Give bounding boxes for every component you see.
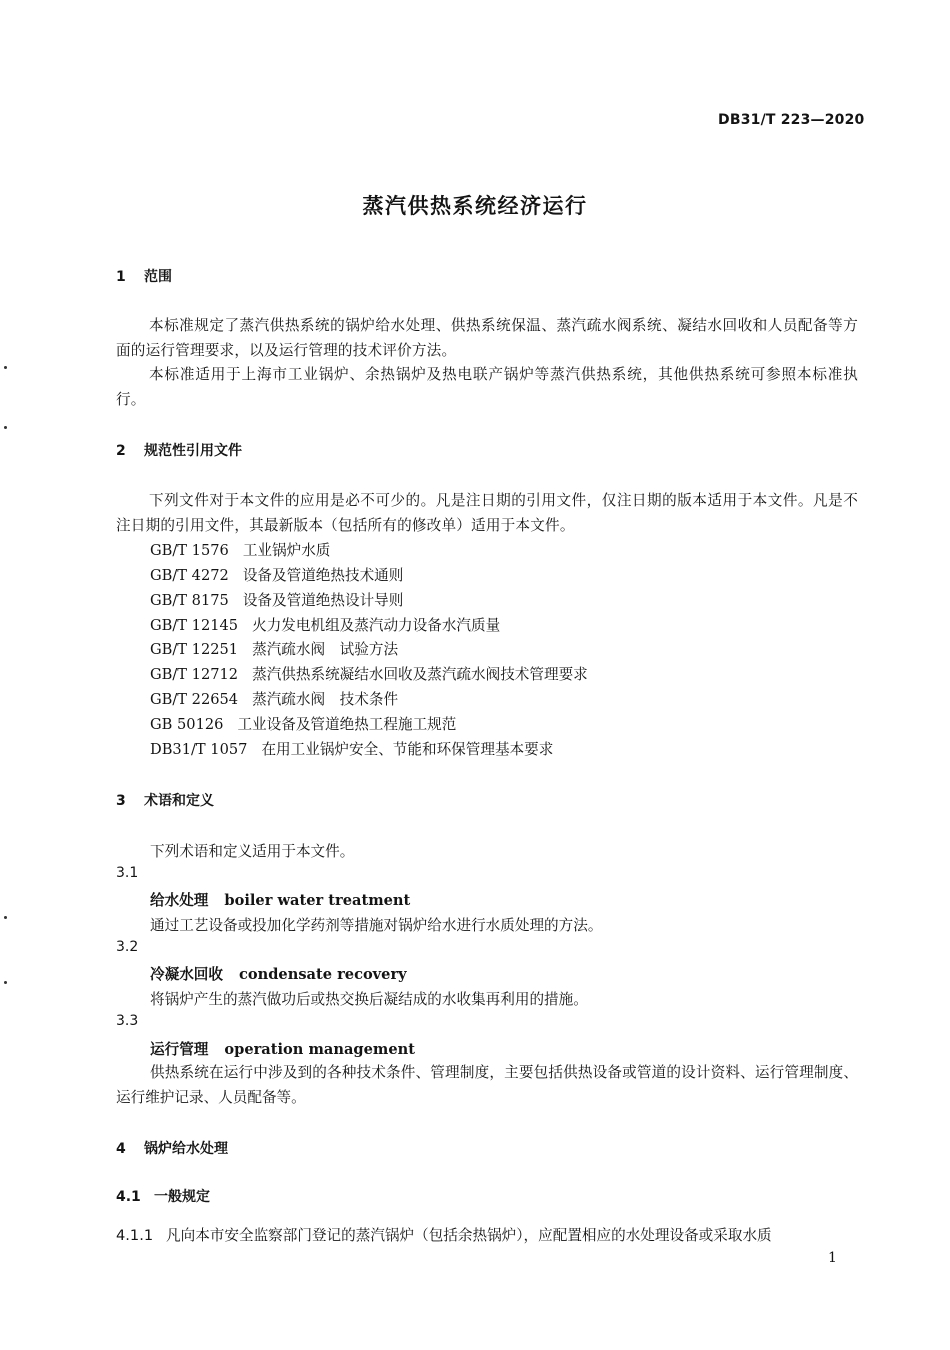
scope-paragraph-2: 本标准适用于上海市工业锅炉、余热锅炉及热电联产锅炉等蒸汽供热系统，其他供热系统可参照本标准执行。 xyxy=(116,366,858,408)
reference-item: GB/T 12145 火力发电机组及蒸汽动力设备水汽质量 xyxy=(150,617,501,634)
term-number: 3.2 xyxy=(116,939,139,955)
section-heading-terms: 3 术语和定义 xyxy=(116,793,214,809)
term-definition: 通过工艺设备或投加化学药剂等措施对锅炉给水进行水质处理的方法。 xyxy=(150,917,603,934)
term-definition: 供热系统在运行中涉及到的各种技术条件、管理制度，主要包括供热设备或管道的设计资料、运行管理制度、运行维护记录、人员配备等。 xyxy=(116,1064,858,1106)
clause-4-1-1: 4.1.1 凡向本市安全监察部门登记的蒸汽锅炉（包括余热锅炉），应配置相应的水处理设备或采取水质 xyxy=(116,1227,772,1244)
term-definition: 将锅炉产生的蒸汽做功后或热交换后凝结成的水收集再利用的措施。 xyxy=(150,991,588,1008)
section-heading-normative-references: 2 规范性引用文件 xyxy=(116,443,242,459)
term-number: 3.1 xyxy=(116,865,139,881)
scan-speck xyxy=(4,426,7,429)
reference-item: GB/T 4272 设备及管道绝热技术通则 xyxy=(150,567,404,584)
reference-item: GB/T 1576 工业锅炉水质 xyxy=(150,542,331,559)
reference-item: DB31/T 1057 在用工业锅炉安全、节能和环保管理基本要求 xyxy=(150,741,554,758)
scan-speck xyxy=(4,981,7,984)
reference-item: GB/T 8175 设备及管道绝热设计导则 xyxy=(150,592,404,609)
scan-speck xyxy=(4,366,7,369)
terms-intro: 下列术语和定义适用于本文件。 xyxy=(150,843,355,860)
reference-item: GB/T 12251 蒸汽疏水阀 试验方法 xyxy=(150,641,399,658)
page-number: 1 xyxy=(828,1250,837,1266)
reference-item: GB/T 22654 蒸汽疏水阀 技术条件 xyxy=(150,691,399,708)
scope-paragraph-1: 本标准规定了蒸汽供热系统的锅炉给水处理、供热系统保温、蒸汽疏水阀系统、凝结水回收和人员配备等方面的运行管理要求，以及运行管理的技术评价方法。 xyxy=(116,317,858,359)
term-name: 冷凝水回收 condensate recovery xyxy=(150,966,407,983)
scan-speck xyxy=(4,916,7,919)
term-name: 给水处理 boiler water treatment xyxy=(150,892,411,909)
document-title: 蒸汽供热系统经济运行 xyxy=(362,194,588,218)
reference-item: GB 50126 工业设备及管道绝热工程施工规范 xyxy=(150,716,457,733)
reference-item: GB/T 12712 蒸汽供热系统凝结水回收及蒸汽疏水阀技术管理要求 xyxy=(150,666,588,683)
section-heading-scope: 1 范围 xyxy=(116,269,172,285)
references-intro: 下列文件对于本文件的应用是必不可少的。凡是注日期的引用文件，仅注日期的版本适用于本文件。凡是不注日期的引用文件，其最新版本（包括所有的修改单）适用于本文件。 xyxy=(116,492,858,534)
term-name: 运行管理 operation management xyxy=(150,1041,416,1058)
section-heading-feedwater: 4 锅炉给水处理 xyxy=(116,1141,228,1157)
standard-code: DB31/T 223—2020 xyxy=(718,112,865,128)
term-number: 3.3 xyxy=(116,1013,139,1029)
subsection-heading-general: 4.1 一般规定 xyxy=(116,1189,210,1205)
